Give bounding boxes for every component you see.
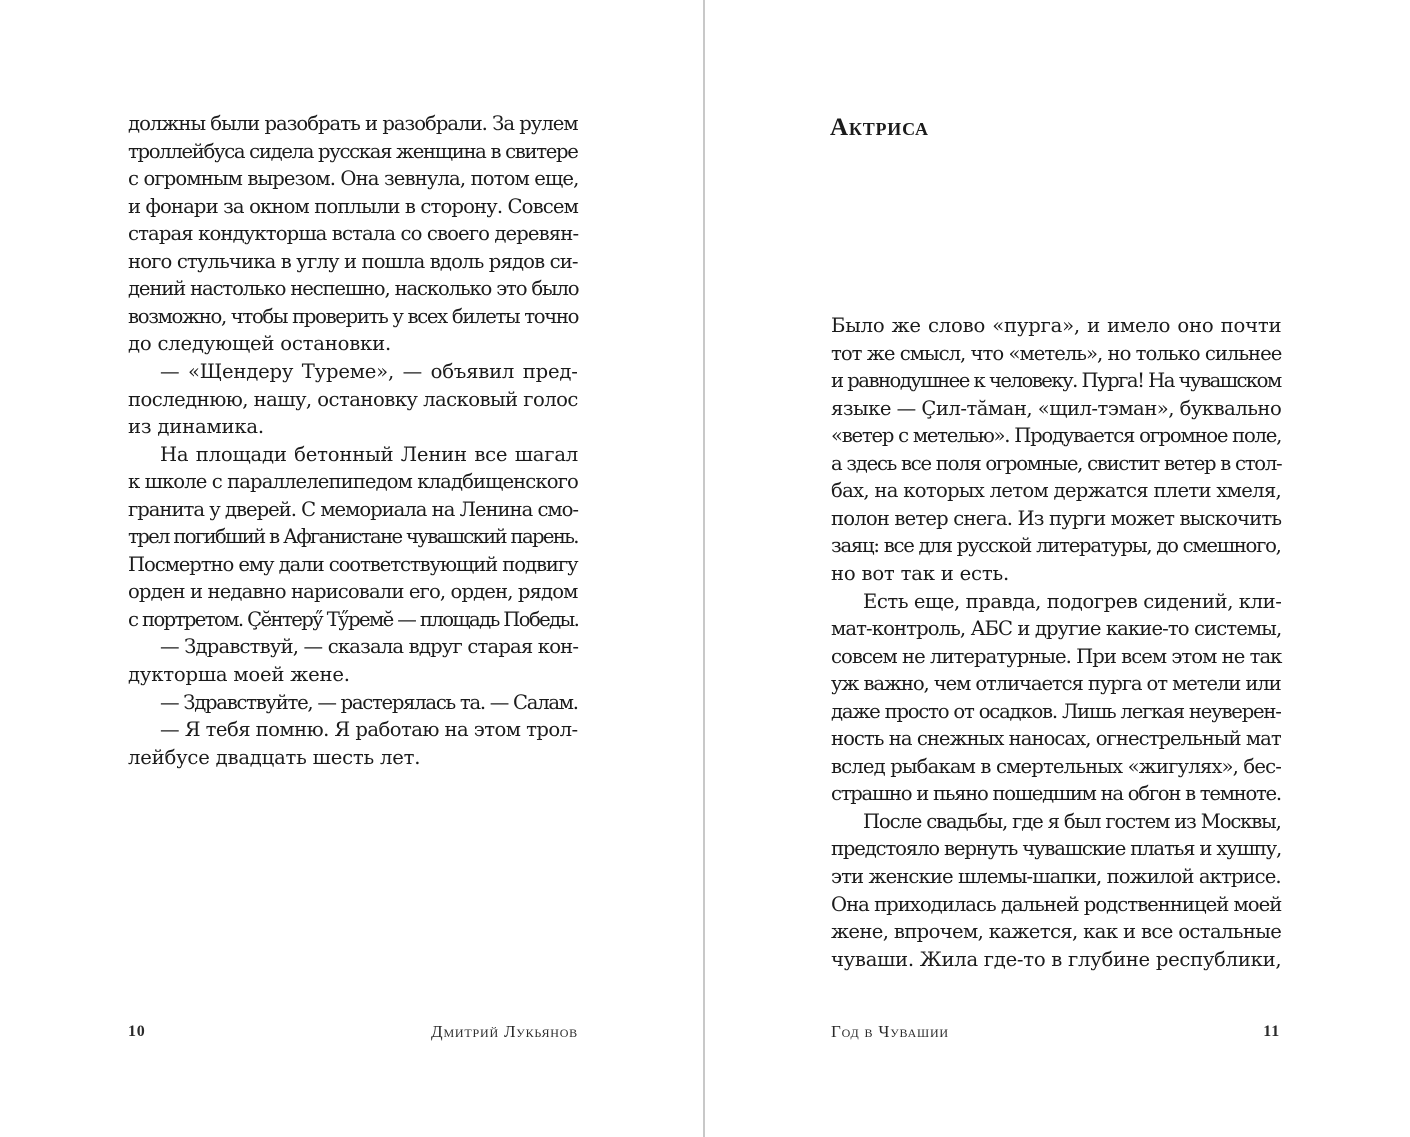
- left-running-head: Дмитрий Лукьянов: [431, 1022, 578, 1041]
- left-page-text-line: старая кондукторша встала со своего деревян-: [128, 222, 579, 246]
- left-page-text-line: — «Щендеру Туреме», — объявил пред-: [160, 359, 578, 383]
- left-page-text-line: к школе с параллелепипедом кладбищенского: [128, 470, 578, 494]
- left-page-text-line: гранита у дверей. С мемориала на Ленина смо-: [128, 497, 579, 521]
- right-page-text-line: бах, на которых летом держатся плети хмеля,: [831, 479, 1282, 503]
- right-running-head: Год в Чувашии: [831, 1022, 949, 1041]
- right-page-text-line: языке — Ҫил-тӑман, «щил-тэман», буквально: [831, 396, 1282, 420]
- right-page-text-line: совсем не литературные. При всем этом не так: [831, 644, 1282, 668]
- left-page-text-line: и фонари за окном поплыли в сторону. Совсем: [128, 194, 578, 218]
- right-page-text-line: Она приходилась дальней родственницей моей: [831, 892, 1282, 916]
- right-page-text-line: ность на снежных наносах, огнестрельный мат: [831, 727, 1281, 751]
- right-page-text-line: полон ветер снега. Из пурги может выскочить: [831, 506, 1282, 530]
- right-page-text-line: страшно и пьяно пошедшим на обгон в темноте.: [831, 782, 1281, 806]
- right-page-text-line: чуваши. Жила где-то в глубине республики,: [831, 947, 1282, 971]
- right-page-text-line: тот же смысл, что «метель», но только сильнее: [831, 341, 1282, 365]
- left-page-text-line: с огромным вырезом. Она зевнула, потом еще,: [128, 167, 579, 191]
- right-page-text-line: Было же слово «пурга», и имело оно почти: [831, 314, 1282, 337]
- right-page-text-line: но вот так и есть.: [831, 561, 1009, 585]
- left-page-text-line: лейбусе двадцать шесть лет.: [128, 745, 421, 769]
- right-page-text-line: «ветер с метелью». Продувается огромное поле,: [831, 424, 1282, 448]
- right-page-text-line: даже просто от осадков. Лишь легкая неуверен-: [831, 699, 1281, 723]
- left-page-text-line: дукторша моей жене.: [128, 663, 350, 686]
- left-page-text-line: возможно, чтобы проверить у всех билеты точно: [128, 304, 579, 328]
- right-page-text-line: вслед рыбакам в смертельных «жигулях», бес-: [831, 754, 1282, 778]
- right-page-text-line: эти женские шлемы-шапки, пожилой актрисе.: [831, 865, 1281, 888]
- left-page-text-line: до следующей остановки.: [128, 332, 391, 356]
- left-page-text-line: орден и недавно нарисовали его, орден, рядом: [128, 580, 578, 604]
- left-page-text-line: ного стульчика в углу и пошла вдоль рядов си-: [128, 249, 578, 273]
- left-page-text-line: из динамика.: [128, 415, 264, 439]
- right-page-text-line: а здесь все поля огромные, свистит ветер в стол-: [831, 451, 1282, 475]
- left-page-text-line: должны были разобрать и разобрали. За рулем: [128, 112, 578, 135]
- left-page-text-line: На площади бетонный Ленин все шагал: [160, 442, 579, 466]
- left-page-text-line: троллейбуса сидела русская женщина в свитере: [128, 139, 578, 163]
- right-page-text-line: и равнодушнее к человеку. Пурга! На чувашском: [831, 369, 1281, 393]
- right-page-text-line: мат-контроль, АБС и другие какие-то системы,: [831, 617, 1282, 641]
- right-page-text-line: Есть еще, правда, подогрев сидений, кли-: [863, 589, 1282, 613]
- left-page-text-line: трел погибший в Афганистане чувашский парень.: [128, 525, 578, 549]
- right-page-text-line: заяц: все для русской литературы, до смешного,: [831, 534, 1281, 558]
- left-page-text-line: дений настолько неспешно, насколько это было: [128, 277, 579, 301]
- left-page-text-line: — Я тебя помню. Я работаю на этом трол-: [160, 718, 578, 742]
- left-page-text-line: последнюю, нашу, остановку ласковый голос: [128, 387, 578, 411]
- chapter-title: Актриса: [830, 114, 929, 141]
- left-page-text-line: с портретом. Ҫӗнтерӳ Тӳремӗ — площадь Победы.: [128, 607, 579, 631]
- right-page-text-line: уж важно, чем отличается пурга от метели или: [831, 672, 1281, 696]
- right-page-text-line: предстояло вернуть чувашские платья и хушпу,: [831, 837, 1282, 861]
- right-page-number: 11: [1263, 1023, 1280, 1040]
- right-page-text-line: После свадьбы, где я был гостем из Москвы,: [863, 809, 1281, 833]
- right-page-text-line: жене, впрочем, кажется, как и все остальные: [831, 920, 1282, 944]
- page-gutter: [703, 0, 705, 1137]
- left-page-text-line: Посмертно ему дали соответствующий подвигу: [128, 552, 578, 576]
- left-page-number: 10: [128, 1023, 146, 1040]
- left-page-text-line: — Здравствуй, — сказала вдруг старая кон-: [160, 635, 579, 659]
- left-page-text-line: — Здравствуйте, — растерялась та. — Салам.: [160, 690, 578, 714]
